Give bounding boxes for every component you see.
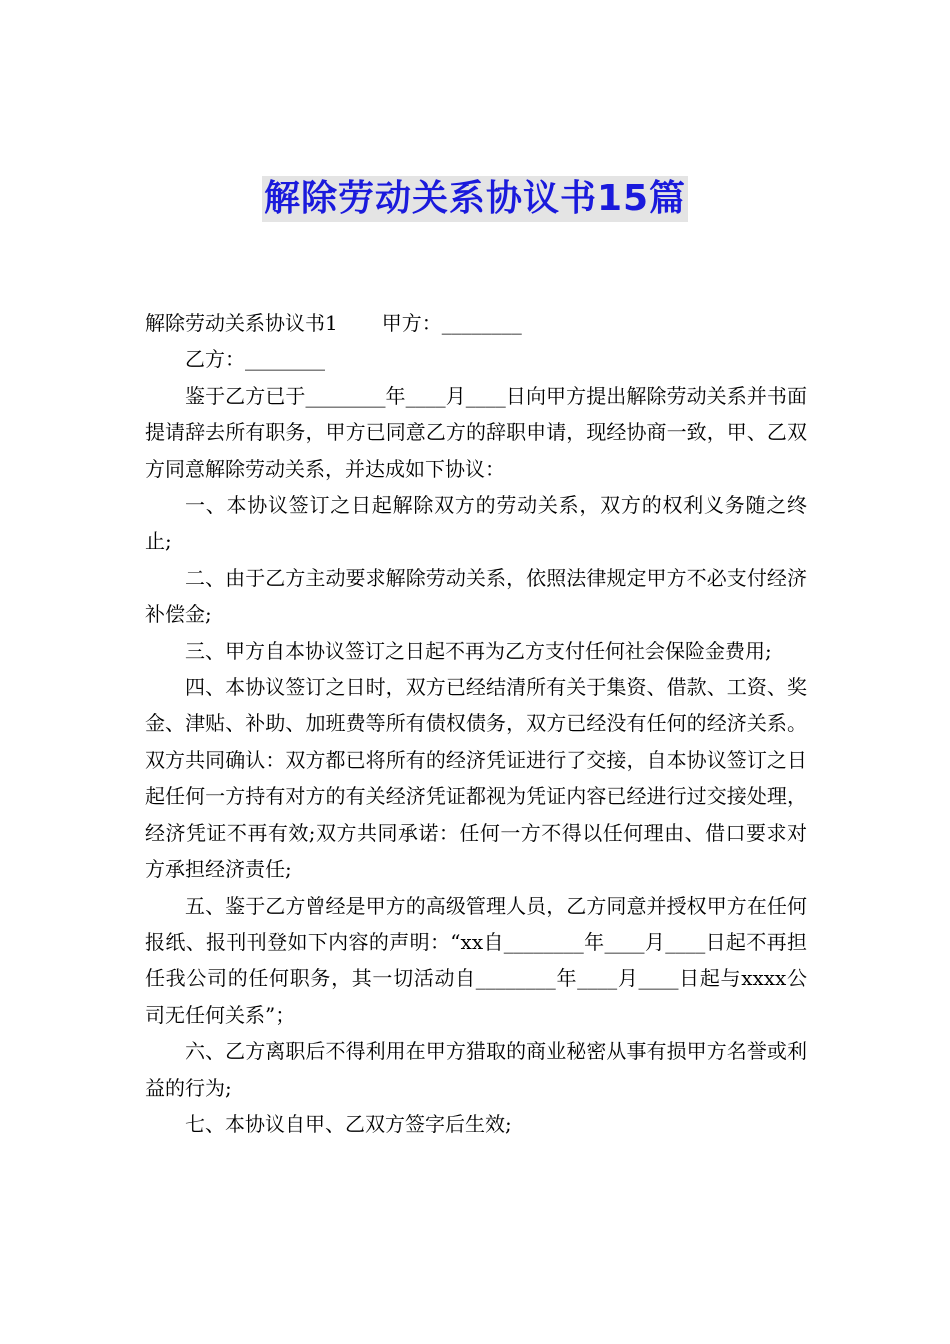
title-container [0, 176, 950, 222]
party-a-line: 甲方：________ [381, 311, 522, 335]
clause-2: 二、由于乙方主动要求解除劳动关系，依照法律规定甲方不必支付经济补偿金; [145, 565, 807, 627]
agreement-label: 解除劳动关系协议书1 [145, 311, 338, 335]
clause-4: 四、本协议签订之日时，双方已经结清所有关于集资、借款、工资、奖金、津贴、补助、加班费等所有债权债务，双方已经没有任何的经济关系。双方共同确认：双方都已将所有的经济凭证进行了交接，自本协议签订之日起任何一方持有对方的有关经济凭证都视为凭证内容已经进行过交接处理，经济凭证不再有效;双方共同承诺：任何一方不得以任何理由、借口要求对方承担经济责任; [145, 675, 807, 882]
clause-6: 六、乙方离职后不得利用在甲方猎取的商业秘密从事有损甲方名誉或利益的行为; [145, 1039, 807, 1100]
document-body [145, 305, 807, 1142]
preamble-paragraph: 鉴于乙方已于________年____月____日向甲方提出解除劳动关系并书面提请辞去所有职务，甲方已同意乙方的辞职申请，现经协商一致，甲、乙双方同意解除劳动关系，并达成如下协议： [145, 383, 807, 481]
clause-1: 一、本协议签订之日起解除双方的劳动关系，双方的权利义务随之终止; [145, 493, 807, 554]
clause-5: 五、鉴于乙方曾经是甲方的高级管理人员，乙方同意并授权甲方在任何报纸、报刊刊登如下内容的声明：“xx自________年____月____日起不再担任我公司的任何职务，其一切活动自________年____月____日起与xxxx公司无任何关系”； [145, 893, 807, 1027]
heading-line [145, 305, 807, 341]
clause-7: 七、本协议自甲、乙双方签字后生效; [185, 1111, 512, 1136]
clause-3: 三、甲方自本协议签订之日起不再为乙方支付任何社会保险金费用; [185, 638, 772, 663]
party-b-line: 乙方：________ [185, 347, 325, 372]
document-title: 解除劳动关系协议书15篇 [262, 176, 688, 222]
